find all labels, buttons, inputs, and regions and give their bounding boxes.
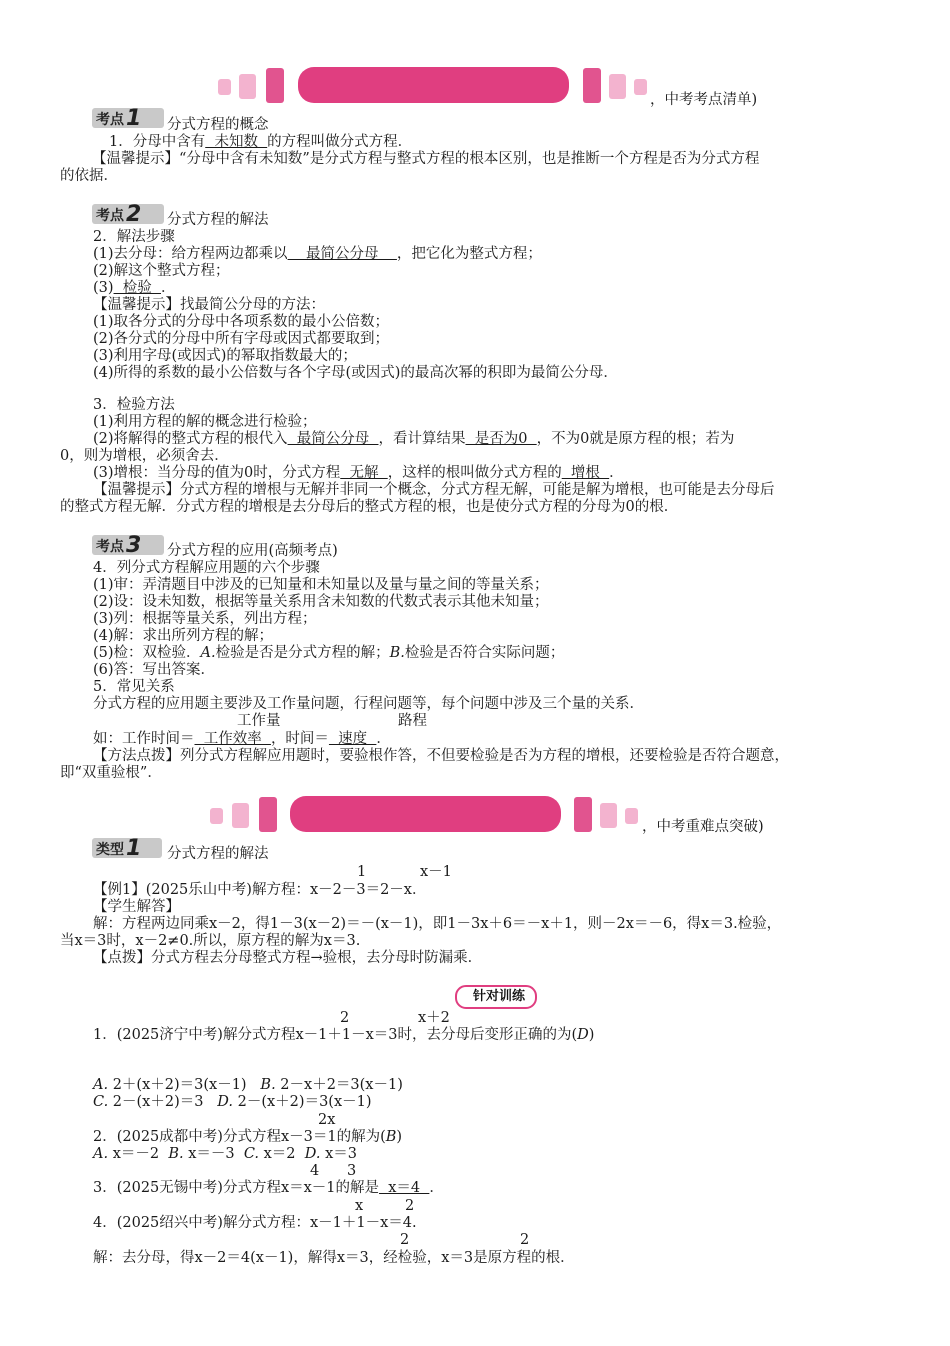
banner-deco <box>218 79 231 95</box>
banner-deco <box>232 803 249 828</box>
banner-deco <box>259 797 277 832</box>
options-line: C. 2－(x＋2)＝3 D. 2－(x＋2)＝3(x－1) <box>93 1094 372 1110</box>
tip-line: 【温馨提示】“分母中含有未知数”是分式方程与整式方程的根本区别，也是推断一个方程是否为分式方程 <box>92 151 760 167</box>
text-line: 【学生解答】 <box>93 899 180 915</box>
text-line: (4)解：求出所列方程的解； <box>93 628 274 644</box>
fraction-numerator: 路程 <box>398 713 427 729</box>
tip-line: 【温馨提示】分式方程的增根与无解并非同一个概念，分式方程无解，可能是解为增根，也可能是去分母后 <box>93 482 775 498</box>
fraction-numerator: 4 <box>310 1163 320 1179</box>
section-banner <box>298 67 569 103</box>
tip-line: 【点拨】分式方程去分母整式方程→验根，去分母时防漏乘． <box>93 950 483 966</box>
text-line: 4．列分式方程解应用题的六个步骤 <box>93 560 320 576</box>
banner-deco <box>634 79 647 95</box>
banner-caption: ，中考考点清单) <box>650 92 758 108</box>
question-4: 4．(2025绍兴中考)解分式方程：x－1＋1－x＝4. <box>93 1215 417 1231</box>
text-line: (4)所得的系数的最小公倍数与各个字母(或因式)的最高次幂的积即为最简公分母． <box>93 365 618 381</box>
text-line: 5．常见关系 <box>93 679 175 695</box>
banner-deco <box>609 74 626 99</box>
text-line: 如：工作时间＝ 工作效率 ，时间＝ 速度 ． <box>93 731 391 747</box>
tip-line: 【方法点拨】列分式方程解应用题时，要验根作答，不但要检验是否为方程的增根，还要检验是否符合题意， <box>93 748 789 764</box>
text-line: (6)答：写出答案． <box>93 662 216 678</box>
text-line: (1)审：弄清题目中涉及的已知量和未知量以及量与量之间的等量关系； <box>93 577 549 593</box>
banner-deco <box>583 68 601 103</box>
text-line: 2．解法步骤 <box>93 229 175 245</box>
fraction-numerator: 1 <box>357 864 367 880</box>
banner-deco <box>600 803 617 828</box>
question-2: 2．(2025成都中考)分式方程x－3＝1的解为(B) <box>93 1129 403 1145</box>
options-line: A. x＝－2 B. x＝－3 C. x＝2 D. x＝3 <box>93 1146 357 1162</box>
tip-line: 的依据． <box>60 168 118 184</box>
banner-deco <box>574 797 592 832</box>
banner-caption: ，中考重难点突破) <box>642 819 764 835</box>
kaodian-3-title: 分式方程的应用(高频考点) <box>167 543 338 559</box>
fraction-numerator: x－1 <box>420 864 452 880</box>
fraction-numerator: 2x <box>318 1112 336 1128</box>
fraction-numerator: 3 <box>347 1163 357 1179</box>
text-line: (2)将解得的整式方程的根代入 最简公分母 ，看计算结果 是否为0 ，不为0就是原方程的根；若为 <box>93 431 735 447</box>
fraction-numerator: 2 <box>520 1232 530 1248</box>
fraction-numerator: 工作量 <box>237 713 281 729</box>
text-line: (1)利用方程的解的概念进行检验； <box>93 414 317 430</box>
text-line: (3) 检验 ． <box>93 280 176 296</box>
tip-line: 【温馨提示】找最简公分母的方法： <box>93 297 325 313</box>
text-line: 当x＝3时，x－2≠0.所以，原方程的解为x＝3. <box>60 933 361 949</box>
text-line: (2)设：设未知数，根据等量关系用含未知数的代数式表示其他未知量； <box>93 594 549 610</box>
text-line: (1)去分母：给方程两边都乘以 最简公分母 ，把它化为整式方程； <box>93 246 542 262</box>
section-banner <box>290 796 561 832</box>
text-line: 分式方程的应用题主要涉及工作量问题，行程问题等，每个问题中涉及三个量的关系． <box>93 696 644 712</box>
text-line: (3)利用字母(或因式)的幂取指数最大的； <box>93 348 357 364</box>
options-line: A. 2＋(x＋2)＝3(x－1) B. 2－x＋2＝3(x－1) <box>93 1077 403 1093</box>
kaodian-1-title: 分式方程的概念 <box>167 117 269 133</box>
text-line: 解：方程两边同乘x－2，得1－3(x－2)＝－(x－1)，即1－3x＋6＝－x＋1，则－2x＝－6，得x＝3.检验， <box>93 916 782 932</box>
kaodian-1-tag: 考点1 <box>92 108 164 128</box>
kaodian-2-title: 分式方程的解法 <box>167 212 269 228</box>
text-line: (1)取各分式的分母中各项系数的最小公倍数； <box>93 314 390 330</box>
text-line: (2)各分式的分母中所有字母或因式都要取到； <box>93 331 390 347</box>
tip-line: 即“双重验根”． <box>60 765 162 781</box>
text-line: (3)列：根据等量关系，列出方程； <box>93 611 317 627</box>
leixing-1-tag: 类型1 <box>92 838 162 858</box>
question-1: 1．(2025济宁中考)解分式方程x－1＋1－x＝3时，去分母后变形正确的为(D) <box>93 1027 595 1043</box>
fraction-numerator: x＋2 <box>418 1010 450 1026</box>
text-line: (2)解这个整式方程； <box>93 263 230 279</box>
fraction-numerator: x <box>355 1198 364 1214</box>
leixing-1-title: 分式方程的解法 <box>167 846 269 862</box>
question-4-solution: 解：去分母，得x－2＝4(x－1)，解得x＝3，经检验，x＝3是原方程的根． <box>93 1250 575 1266</box>
text-line: 1．分母中含有 未知数 的方程叫做分式方程． <box>109 134 413 150</box>
example-question: 【例1】(2025乐山中考)解方程：x－2－3＝2－x． <box>93 882 427 898</box>
kaodian-2-tag: 考点2 <box>92 204 164 224</box>
kaodian-3-tag: 考点3 <box>92 535 164 555</box>
text-line: 3．检验方法 <box>93 397 175 413</box>
banner-deco <box>625 808 638 824</box>
text-line: (5)检：双检验．A.检验是否是分式方程的解；B.检验是否符合实际问题； <box>93 645 565 661</box>
banner-deco <box>239 74 256 99</box>
question-3: 3．(2025无锡中考)分式方程x＝x－1的解是 x＝4 ． <box>93 1180 444 1196</box>
tip-line: 的整式方程无解．分式方程的增根是去分母后的整式方程的根，也是使分式方程的分母为0的根． <box>60 499 679 515</box>
fraction-numerator: 2 <box>405 1198 415 1214</box>
banner-deco <box>266 68 284 103</box>
text-line: (3)增根：当分母的值为0时，分式方程 无解 ，这样的根叫做分式方程的 增根 ． <box>93 465 624 481</box>
text-line: 0，则为增根，必须舍去． <box>60 448 229 464</box>
fraction-numerator: 2 <box>400 1232 410 1248</box>
banner-deco <box>210 808 223 824</box>
fraction-numerator: 2 <box>340 1010 350 1026</box>
practice-badge: 针对训练 <box>455 985 537 1009</box>
